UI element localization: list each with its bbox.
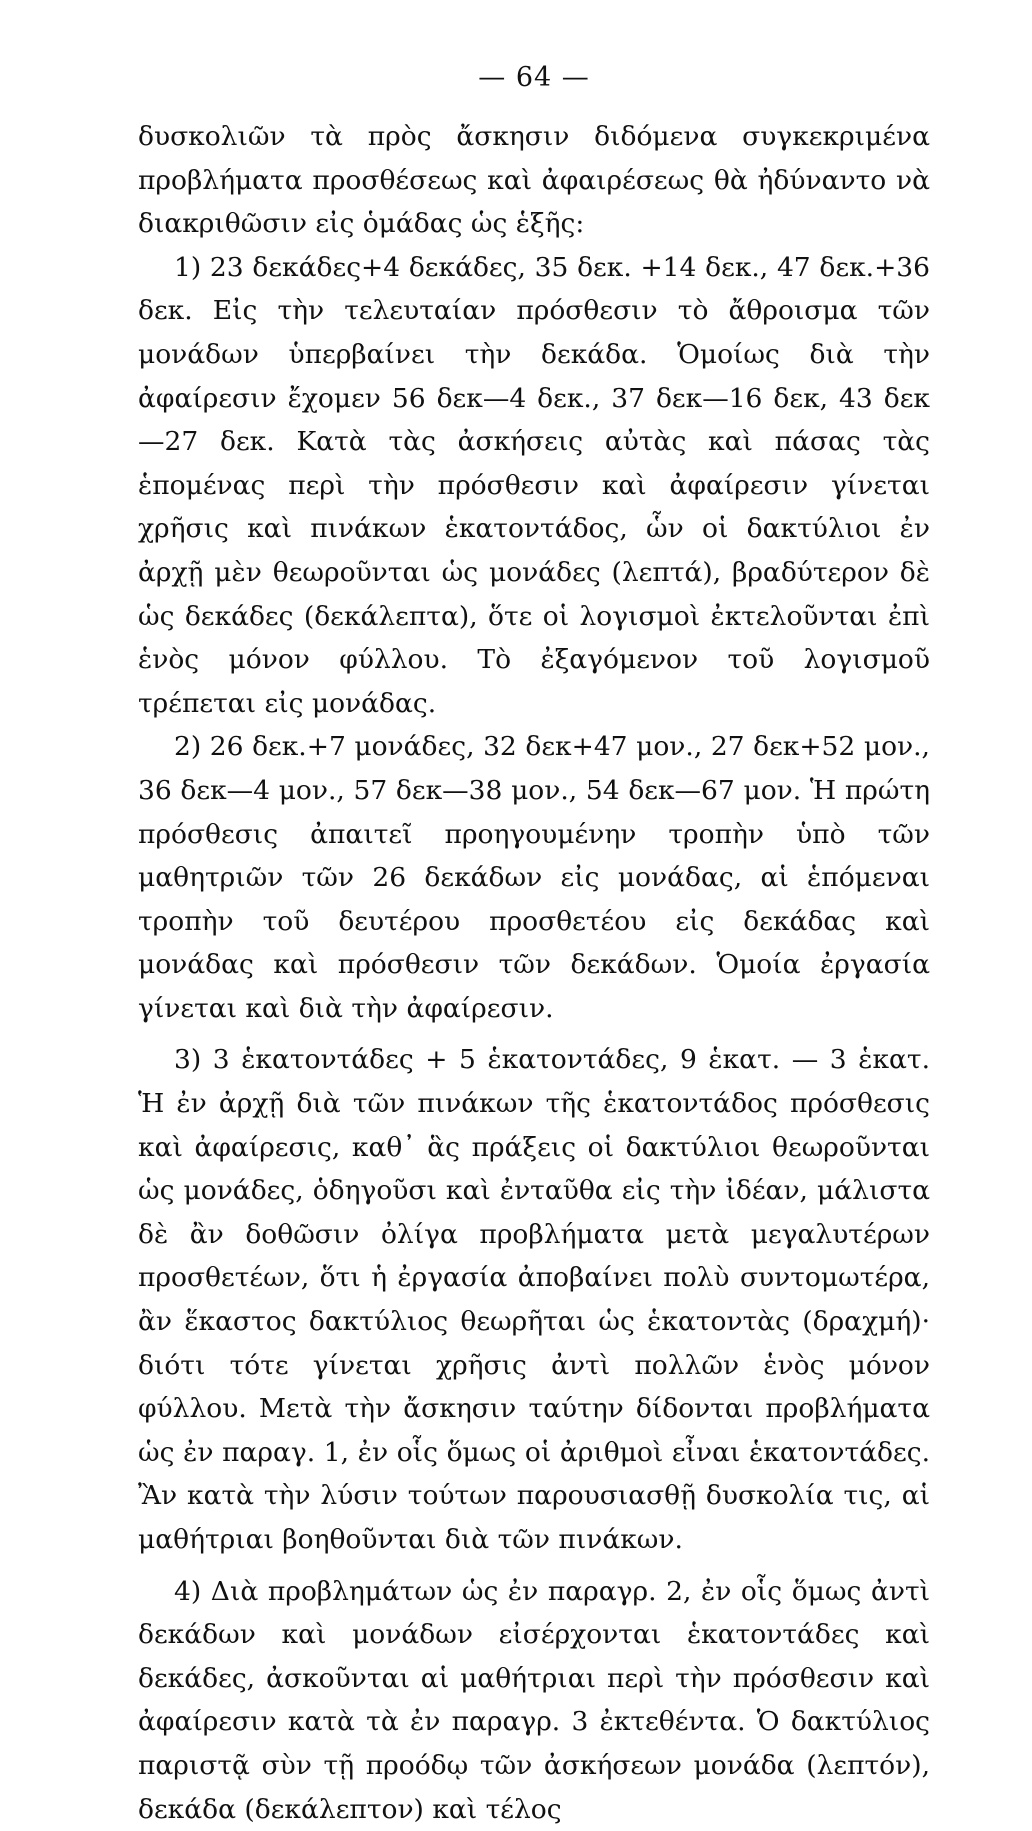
paragraph-item-4: 4) Διὰ προβλημάτων ὡς ἐν παραγρ. 2, ἐν οἷς ὅμως ἀντὶ δεκάδων καὶ μονάδων εἰσέρχονται ἑκατοντάδες καὶ δεκάδες, ἀσκοῦνται αἱ μαθήτριαι περὶ τὴν πρόσθεσιν καὶ ἀφαίρεσιν κατὰ τὰ ἐν παραγρ. 3 ἐκτεθέντα. Ὁ δακτύλιος παριστᾷ σὺν τῇ προόδῳ τῶν ἀσκήσεων μονάδα (λεπτόν), δεκάδα (δεκάλεπτον) καὶ τέλος bbox=[138, 1575, 930, 1825]
paragraph-item-1: 1) 23 δεκάδες+4 δεκάδες, 35 δεκ. +14 δεκ., 47 δεκ.+36 δεκ. Εἰς τὴν τελευταίαν πρόσθεσιν τὸ ἄθροισμα τῶν μονάδων ὑπερβαίνει τὴν δεκάδα. Ὁμοίως διὰ τὴν ἀφαίρεσιν ἔχομεν 56 δεκ—4 δεκ., 37 δεκ—16 δεκ, 43 δεκ—27 δεκ. Κατὰ τὰς ἀσκήσεις αὐτὰς καὶ πάσας τὰς ἑπομένας περὶ τὴν πρόσθεσιν καὶ ἀφαίρεσιν γίνεται χρῆσις καὶ πινάκων ἑκατοντάδος, ὧν οἱ δακτύλιοι ἐν ἀρχῇ μὲν θεωροῦνται ὡς μονάδες (λεπτά), βραδύτερον δὲ ὡς δεκάδες (δεκάλεπτα), ὅτε οἱ λογισμοὶ ἐκτελοῦνται ἐπὶ ἑνὸς μόνον φύλλου. Τὸ ἐξαγόμενον τοῦ λογισμοῦ τρέπεται εἰς μονάδας. bbox=[138, 251, 930, 719]
paragraph-intro: δυσκολιῶν τὰ πρὸς ἄσκησιν διδόμενα συγκεκριμένα προβλήματα προσθέσεως καὶ ἀφαιρέσεως θὰ ἠδύναντο νὰ διακριθῶσιν εἰς ὁμάδας ὡς ἑξῆς: bbox=[138, 121, 930, 240]
paragraph-item-2: 2) 26 δεκ.+7 μονάδες, 32 δεκ+47 μον., 27 δεκ+52 μον., 36 δεκ—4 μον., 57 δεκ—38 μον., 54 δεκ—67 μον. Ἡ πρώτη πρόσθεσις ἀπαιτεῖ προηγουμένην τροπὴν ὑπὸ τῶν μαθητριῶν τῶν 26 δεκάδων εἰς μονάδας, αἱ ἑπόμεναι τροπὴν τοῦ δευτέρου προσθετέου εἰς δεκάδας καὶ μονάδας καὶ πρόσθεσιν τῶν δεκάδων. Ὁμοία ἐργασία γίνεται καὶ διὰ τὴν ἀφαίρεσιν. bbox=[138, 731, 930, 1024]
page-body bbox=[138, 62, 930, 1831]
paragraph-item-3: 3) 3 ἑκατοντάδες + 5 ἑκατοντάδες, 9 ἑκατ. — 3 ἑκατ. Ἡ ἐν ἀρχῇ διὰ τῶν πινάκων τῆς ἑκατοντάδος πρόσθεσις καὶ ἀφαίρεσις, καθ᾽ ἃς πράξεις οἱ δακτύλιοι θεωροῦνται ὡς μονάδες, ὁδηγοῦσι καὶ ἐνταῦθα εἰς τὴν ἰδέαν, μάλιστα δὲ ἂν δοθῶσιν ὀλίγα προβλήματα μετὰ μεγαλυτέρων προσθετέων, ὅτι ἡ ἐργασία ἀποβαίνει πολὺ συντομωτέρα, ἂν ἕκαστος δακτύλιος θεωρῆται ὡς ἑκατοντὰς (δραχμή)· διότι τότε γίνεται χρῆσις ἀντὶ πολλῶν ἑνὸς μόνον φύλλου. Μετὰ τὴν ἄσκησιν ταύτην δίδονται προβλήματα ὡς ἐν παραγ. 1, ἐν οἷς ὅμως οἱ ἀριθμοὶ εἶναι ἑκατοντάδες. Ἂν κατὰ τὴν λύσιν τούτων παρουσιασθῇ δυσκολία τις, αἱ μαθήτριαι βοηθοῦνται διὰ τῶν πινάκων. bbox=[138, 1044, 930, 1555]
page-number: — 64 — bbox=[478, 62, 590, 93]
